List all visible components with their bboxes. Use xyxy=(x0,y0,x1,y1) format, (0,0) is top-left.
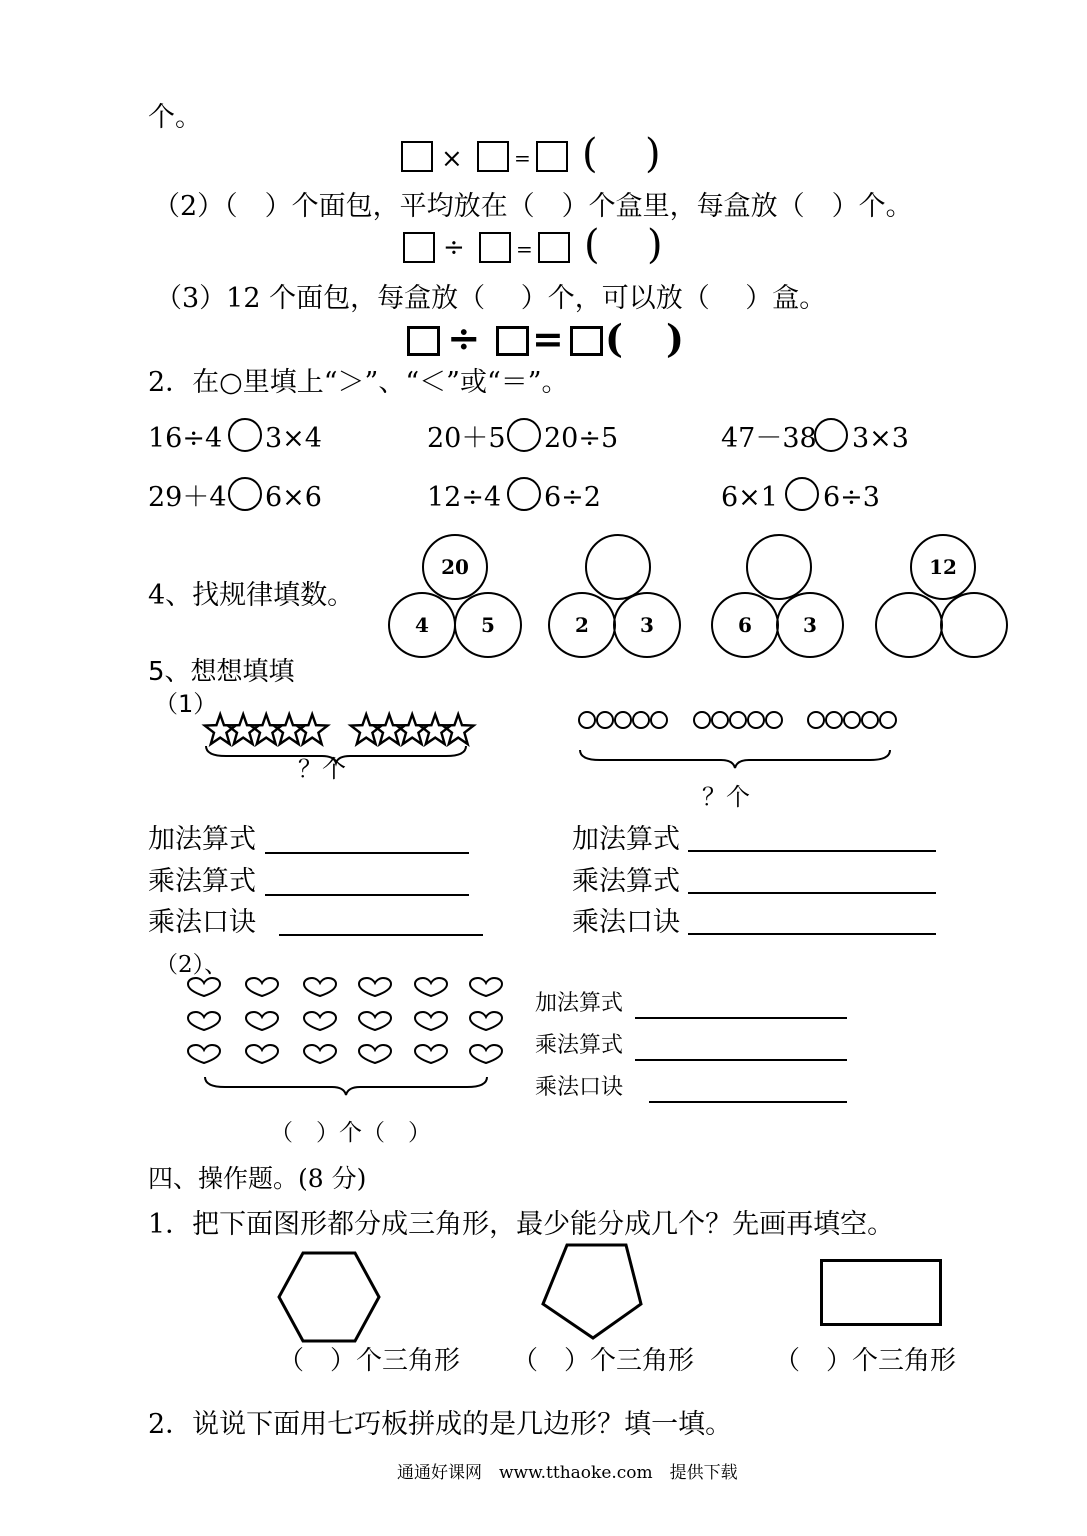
rectangle-shape xyxy=(820,1259,942,1326)
triangle-count-blank: （ ）个三角形 xyxy=(774,1346,957,1376)
brace-icon xyxy=(203,1075,489,1097)
answer-box[interactable] xyxy=(496,326,529,356)
triangle-count-blank: （ ）个三角形 xyxy=(278,1346,461,1376)
left-paren: ( xyxy=(582,131,598,177)
answer-box[interactable] xyxy=(403,232,435,263)
q2-left-expr: 29＋4 xyxy=(148,482,227,513)
mul-answer-line[interactable] xyxy=(635,1059,847,1061)
pattern-circle-right[interactable]: 3 xyxy=(613,592,681,658)
mul-label: 乘法算式 xyxy=(572,866,680,897)
answer-box[interactable] xyxy=(479,232,511,263)
left-paren: ( xyxy=(584,222,600,268)
star-group-right xyxy=(350,713,470,747)
equals-sign: = xyxy=(532,316,564,361)
compare-circle[interactable] xyxy=(814,418,848,452)
section4-q2: 2．说说下面用七巧板拼成的是几边形？填一填。 xyxy=(148,1409,733,1440)
compare-circle[interactable] xyxy=(228,477,262,511)
divide-sign: ÷ xyxy=(447,315,481,362)
compare-circle[interactable] xyxy=(228,418,262,452)
multiply-sign: × xyxy=(441,144,463,174)
pattern-circle-top[interactable]: 20 xyxy=(422,534,488,600)
add-answer-line[interactable] xyxy=(688,850,936,852)
answer-box[interactable] xyxy=(536,141,568,172)
answer-box[interactable] xyxy=(570,326,603,356)
add-answer-line[interactable] xyxy=(635,1017,847,1019)
answer-box[interactable] xyxy=(407,326,440,356)
answer-box[interactable] xyxy=(401,141,433,172)
q2-right-expr: 3×3 xyxy=(852,423,909,454)
circle-group xyxy=(578,709,908,733)
compare-circle[interactable] xyxy=(507,477,541,511)
equals-sign: = xyxy=(514,146,531,170)
q2-heading: 2．在○里填上“＞”、“＜”或“＝”。 xyxy=(148,367,569,398)
compare-circle[interactable] xyxy=(785,477,819,511)
equals-sign: = xyxy=(516,237,533,261)
rhyme-label: 乘法口诀 xyxy=(535,1075,624,1100)
section4-q1: 1．把下面图形都分成三角形，最少能分成几个？先画再填空。 xyxy=(148,1209,895,1240)
triangle-count-blank: （ ）个三角形 xyxy=(512,1346,695,1376)
q4-heading: 4、找规律填数。 xyxy=(148,580,355,611)
hexagon-shape xyxy=(276,1250,382,1346)
question-count-left: ？个 xyxy=(298,755,346,783)
q1-sub3-text: （3）12 个面包，每盒放（ ）个，可以放（ ）盒。 xyxy=(155,283,827,314)
q1-trailing-text: 个。 xyxy=(148,102,202,133)
q2-left-expr: 47－38 xyxy=(721,423,817,454)
q2-left-expr: 20＋5 xyxy=(427,423,506,454)
mul-label: 乘法算式 xyxy=(535,1033,624,1058)
add-label: 加法算式 xyxy=(572,824,680,855)
q5-heading: 5、想想填填 xyxy=(148,657,295,687)
answer-box[interactable] xyxy=(477,141,509,172)
compare-circle[interactable] xyxy=(507,418,541,452)
mul-label: 乘法算式 xyxy=(148,866,256,897)
pattern-circle-left[interactable]: 4 xyxy=(388,592,456,658)
pattern-circle-right[interactable]: 5 xyxy=(454,592,522,658)
rhyme-answer-line[interactable] xyxy=(279,934,483,936)
add-label: 加法算式 xyxy=(535,991,624,1016)
pattern-circle-left[interactable] xyxy=(875,592,943,658)
q5-part1-label: （1） xyxy=(154,690,218,718)
right-paren: ) xyxy=(647,222,663,268)
rhyme-label: 乘法口诀 xyxy=(148,907,256,938)
q2-right-expr: 3×4 xyxy=(265,423,322,454)
answer-box[interactable] xyxy=(538,232,570,263)
pattern-circle-top[interactable]: 12 xyxy=(910,534,976,600)
q5-part2-label: （2）、 xyxy=(155,952,228,978)
add-answer-line[interactable] xyxy=(265,852,469,854)
star-group-left xyxy=(204,713,324,747)
pattern-circle-left[interactable]: 2 xyxy=(548,592,616,658)
q2-right-expr: 20÷5 xyxy=(544,423,619,454)
heart-grid xyxy=(183,975,508,1070)
q2-right-expr: 6÷2 xyxy=(544,482,601,513)
q2-left-expr: 16÷4 xyxy=(148,423,223,454)
q2-left-expr: 12÷4 xyxy=(427,482,502,513)
divide-sign: ÷ xyxy=(443,233,465,263)
q2-right-expr: 6÷3 xyxy=(823,482,880,513)
rhyme-answer-line[interactable] xyxy=(688,933,936,935)
rhyme-answer-line[interactable] xyxy=(649,1101,847,1103)
pattern-circle-top[interactable] xyxy=(746,534,812,600)
pattern-circle-right[interactable]: 3 xyxy=(776,592,844,658)
left-paren: ( xyxy=(605,316,623,361)
count-blank: （ ）个（ ） xyxy=(270,1120,431,1146)
footer-text: 通通好课网 www.tthaoke.com 提供下载 xyxy=(397,1463,738,1483)
pattern-circle-top[interactable] xyxy=(585,534,651,600)
section4-heading: 四、操作题。(8 分) xyxy=(148,1164,367,1193)
q2-left-expr: 6×1 xyxy=(721,482,778,513)
brace-icon xyxy=(578,748,892,770)
right-paren: ) xyxy=(666,316,684,361)
pattern-circle-left[interactable]: 6 xyxy=(711,592,779,658)
q2-right-expr: 6×6 xyxy=(265,482,322,513)
rhyme-label: 乘法口诀 xyxy=(572,907,680,938)
right-paren: ) xyxy=(645,131,661,177)
question-count-right: ？个 xyxy=(702,783,750,811)
pattern-circle-right[interactable] xyxy=(940,592,1008,658)
q1-sub2-text: （2）（ ）个面包，平均放在（ ）个盒里，每盒放（ ）个。 xyxy=(153,191,913,222)
add-label: 加法算式 xyxy=(148,824,256,855)
mul-answer-line[interactable] xyxy=(265,894,469,896)
mul-answer-line[interactable] xyxy=(688,892,936,894)
pentagon-shape xyxy=(540,1242,646,1342)
